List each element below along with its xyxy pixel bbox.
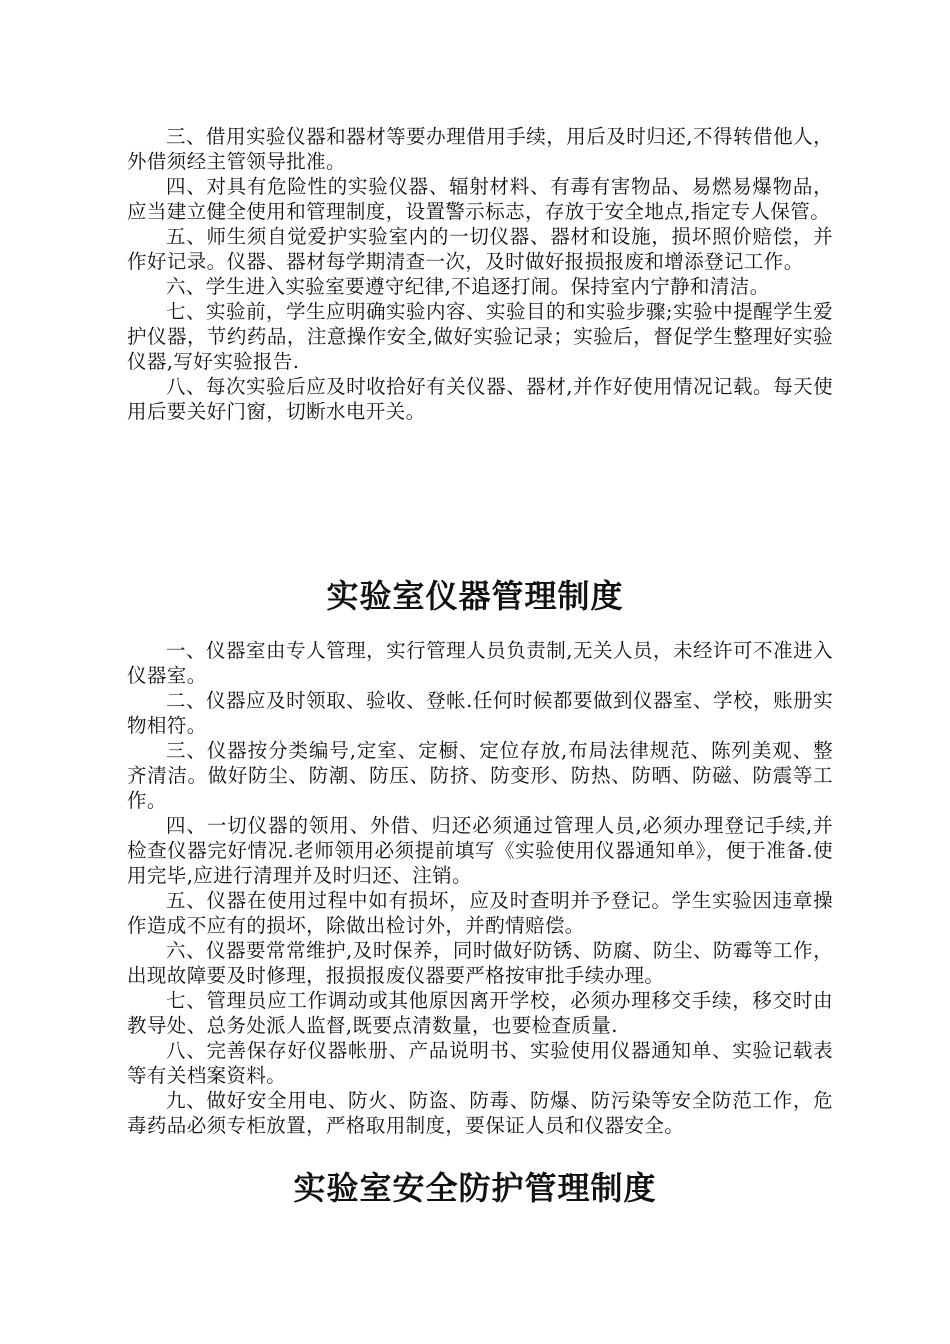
instrument-management-section — [127, 638, 833, 1138]
section-title-safety-protection: 实验室安全防护管理制度 — [293, 1169, 657, 1207]
paragraph: 七、实验前，学生应明确实验内容、实验目的和实验步骤;实验中提醒学生爱护仪器，节约药品，注意操作安全,做好实验记录；实验后，督促学生整理好实验仪器,写好实验报告. — [127, 300, 833, 373]
paragraph: 八、每次实验后应及时收拾好有关仪器、器材,并作好使用情况记载。每天使用后要关好门窗，切断水电开关。 — [127, 375, 833, 423]
lab-rules-continued-section — [127, 124, 833, 424]
paragraph: 五、师生须自觉爱护实验室内的一切仪器、器材和设施，损坏照价赔偿，并作好记录。仪器、器材每学期清查一次，及时做好报损报废和增添登记工作。 — [127, 225, 833, 273]
paragraph: 三、仪器按分类编号,定室、定橱、定位存放,布局法律规范、陈列美观、整齐清洁。做好防尘、防潮、防压、防挤、防变形、防热、防晒、防磁、防震等工作。 — [127, 739, 833, 812]
paragraph: 六、学生进入实验室要遵守纪律,不追逐打闹。保持室内宁静和清洁。 — [166, 275, 770, 298]
paragraph: 四、对具有危险性的实验仪器、辐射材料、有毒有害物品、易燃易爆物品，应当建立健全使用和管理制度，设置警示标志，存放于安全地点,指定专人保管。 — [127, 175, 833, 223]
paragraph: 四、一切仪器的领用、外借、归还必须通过管理人员,必须办理登记手续,并检查仪器完好情况.老师领用必须提前填写《实验使用仪器通知单》，便于准备.使用完毕,应进行清理并及时归还、注销。 — [127, 814, 833, 887]
paragraph: 三、借用实验仪器和器材等要办理借用手续，用后及时归还,不得转借他人，外借须经主管领导批准。 — [127, 125, 833, 173]
paragraph: 九、做好安全用电、防火、防盗、防毒、防爆、防污染等安全防范工作，危毒药品必须专柜放置，严格取用制度，要保证人员和仪器安全。 — [127, 1089, 833, 1137]
paragraph: 七、管理员应工作调动或其他原因离开学校，必须办理移交手续，移交时由教导处、总务处派人监督,既要点清数量，也要检查质量. — [127, 989, 833, 1037]
section-title-instrument-management: 实验室仪器管理制度 — [326, 577, 624, 615]
paragraph: 五、仪器在使用过程中如有损坏，应及时查明并予登记。学生实验因违章操作造成不应有的损坏，除做出检讨外，并酌情赔偿。 — [127, 889, 833, 937]
paragraph: 二、仪器应及时领取、验收、登帐.任何时候都要做到仪器室、学校，账册实物相符。 — [127, 689, 833, 737]
paragraph: 一、仪器室由专人管理，实行管理人员负责制,无关人员，未经许可不准进入仪器室。 — [127, 639, 833, 687]
paragraph: 六、仪器要常常维护,及时保养，同时做好防锈、防腐、防尘、防霉等工作，出现故障要及时修理，报损报废仪器要严格按审批手续办理。 — [127, 939, 833, 987]
paragraph: 八、完善保存好仪器帐册、产品说明书、实验使用仪器通知单、实验记载表等有关档案资料。 — [127, 1039, 833, 1087]
